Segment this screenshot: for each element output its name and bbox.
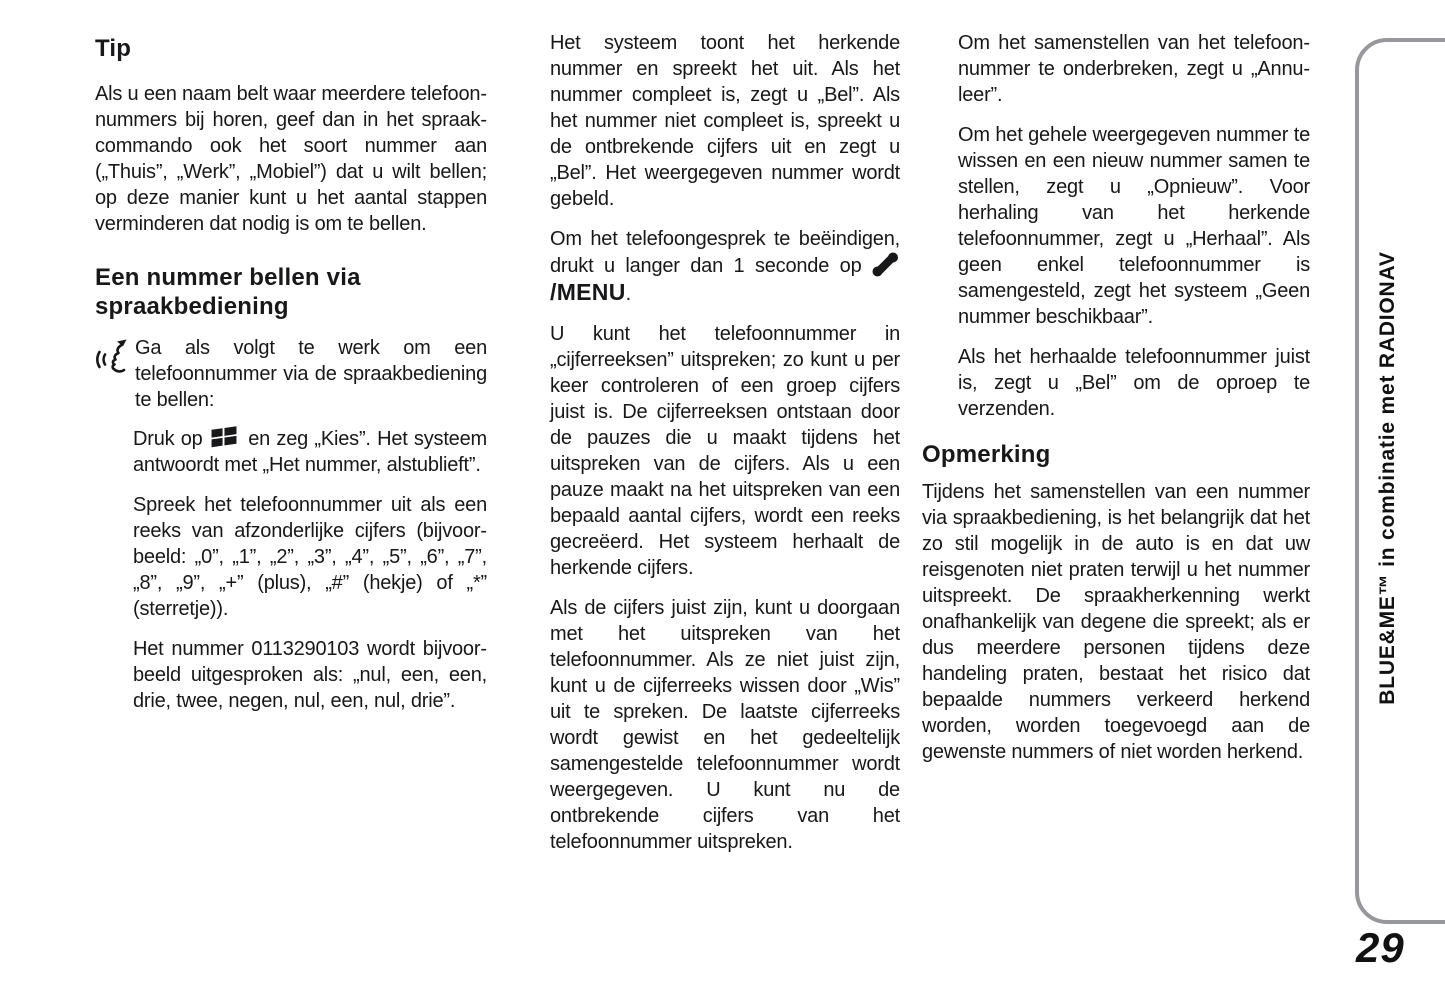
voice-intro-row: [95, 335, 487, 413]
paragraph-repeat-call: Als het herhaalde telefoonnummer juist is, zegt u „Bel” om de oproep te verzenden.: [958, 346, 1310, 420]
step-press-pre: Druk op: [133, 428, 209, 450]
tip-paragraph: Als u een naam belt waar meerdere telefoonnummers bij horen, geef dan in het spraakcommando ook het soort nummer aan („Thuis”, „Werk”, „Mobiel”) dat u wilt bellen; op deze manier kunt u het aantal stappen verminderen dat nodig is om te bellen.: [95, 83, 487, 235]
windows-button-icon: [209, 428, 242, 450]
voice-steps: [133, 425, 487, 714]
chapter-tab-outline: [1355, 38, 1445, 924]
step-press-post: en zeg „Kies”. Het systeem antwoordt met „Het nummer, alstublieft”.: [133, 428, 487, 476]
paragraph-system-shows-number: Het systeem toont het herkende nummer en spreekt het uit. Als het nummer compleet is, zegt u „Bel”. Als het nummer niet compleet is, spreekt u de ontbrekende cijfers uit en zegt u „Bel”. Het weergegeven nummer wordt gebeld.: [550, 32, 900, 210]
paragraph-cancel: Om het samenstellen van het telefoonnummer te onderbreken, zegt u „Annuleer”.: [958, 32, 1310, 106]
phone-handset-icon: [872, 255, 900, 277]
paragraph-end-call: [550, 226, 900, 307]
step-digits: Spreek het telefoonnummer uit als een reeks van afzonderlijke cijfers (bijvoorbeeld: „0”, „1”, „2”, „3”, „4”, „5”, „6”, „7”, „8”, „9”, „+” (plus), „#” (hekje) of „*” (sterretje)).: [133, 494, 487, 620]
voice-command-icon: [95, 335, 135, 413]
note-paragraph: Tijdens het samenstellen van een nummer via spraakbediening, is het belangrijk dat het zo stil mogelijk in de auto is en dat uw reisgenoten niet praten terwijl u het nummer uitspreekt. De spraakherkenning werkt onafhankelijk van degene die spreekt; als er dus meerdere personen tijdens deze handeling praten, bestaat het risico dat bepaalde nummers verkeerd herkend worden, worden toegevoegd aan de gewenste nummers of niet worden herkend.: [922, 481, 1310, 763]
note-heading: Opmerking: [922, 441, 1051, 468]
voice-intro-text: Ga als volgt te werk om een telefoonnummer via de spraakbediening te bellen:: [135, 337, 487, 411]
paragraph-correct-digits: Als de cijfers juist zijn, kunt u doorgaan met het uitspreken van het telefoonnummer. Als ze niet juist zijn, kunt u de cijferreeks wissen door „Wis” uit te spreken. De laatste cijferreeks wordt gewist en het gedeeltelijk samengestelde telefoonnummer wordt weergegeven. U kunt nu de ontbrekende cijfers van het telefoonnummer uitspreken.: [550, 597, 900, 853]
step-press: [133, 425, 487, 478]
paragraph-digit-groups: U kunt het telefoonnummer in „cijferreeksen” uitspreken; zo kunt u per keer controleren of een groep cijfers juist is. De cijferreeksen ontstaan door de pauzes die u maakt tijdens het uitspreken van de cijfers. Als u een pauze maakt na het uitspreken van een bepaald aantal cijfers, wordt een reeks gecreëerd. Het systeem herhaalt de herkende cijfers.: [550, 323, 900, 579]
menu-button-label: /MENU: [550, 279, 626, 305]
column-middle: [550, 30, 900, 869]
end-call-period: .: [625, 283, 631, 305]
paragraph-clear-redo: Om het gehele weergegeven nummer te wissen en een nieuw nummer samen te stellen, zegt u „Opnieuw”. Voor herhaling van het herkende telefoonnummer, zegt u „Herhaal”. Als geen enkel telefoonnummer is samengesteld, zegt het systeem „Geen nummer beschikbaar”.: [958, 124, 1310, 328]
page-number: 29: [1356, 924, 1405, 971]
column-left: [95, 30, 487, 728]
chapter-tab-label: BLUE&ME™ in combinatie met RADIONAV: [1376, 251, 1399, 705]
section-heading: Een nummer bellen via spraakbediening: [95, 264, 361, 320]
end-call-pre: Om het telefoongesprek te beëindigen, drukt u langer dan 1 seconde op: [550, 228, 900, 277]
voice-steps-continued: [958, 30, 1310, 422]
column-right: [922, 30, 1310, 779]
step-example: Het nummer 0113290103 wordt bijvoorbeeld uitgesproken als: „nul, een, een, drie, twee, negen, nul, een, nul, drie”.: [133, 638, 487, 712]
tip-heading: Tip: [95, 35, 132, 62]
